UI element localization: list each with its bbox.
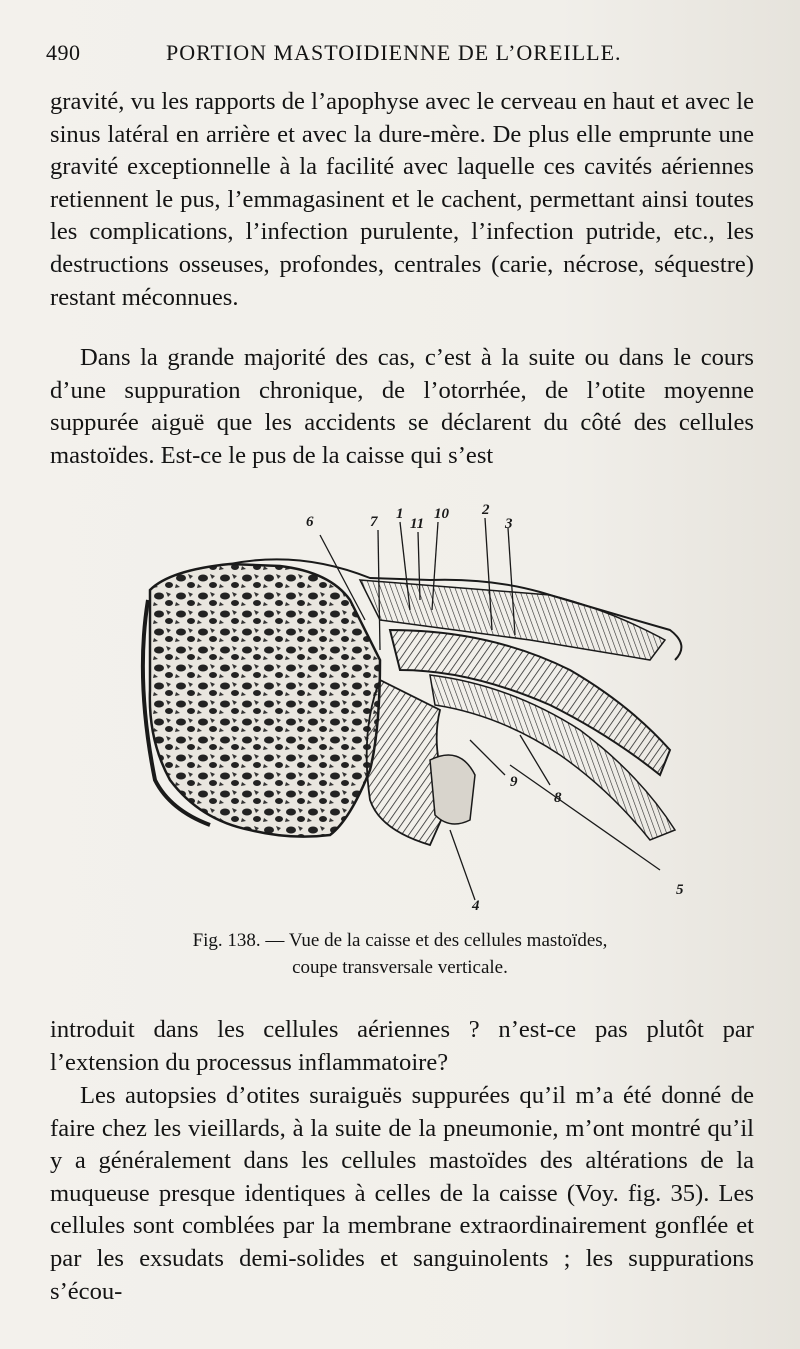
anatomical-figure (130, 500, 720, 920)
running-title: PORTION MASTOIDIENNE DE L’OREILLE. (166, 40, 622, 65)
figure-label-4: 4 (472, 898, 480, 914)
figure-label-10: 10 (434, 506, 449, 522)
figure-caption (0, 927, 800, 981)
caption-line-1: Fig. 138. — Vue de la caisse et des cellules mastoïdes, (192, 930, 608, 951)
figure-label-5: 5 (676, 882, 684, 898)
paragraph-2: Dans la grande majorité des cas, c’est à la suite ou dans le cours d’une suppuration chronique, de l’otorrhée, de l’otite moyenne suppurée aiguë que les accidents se déclarent du côté des cellules mastoïdes. Est-ce le pus de la caisse qui s’est (50, 344, 754, 469)
figure-label-9: 9 (510, 774, 518, 790)
figure-label-2: 2 (482, 502, 490, 518)
figure-illustration (130, 500, 720, 920)
page-number: 490 (46, 40, 81, 65)
figure-label-1: 1 (396, 506, 404, 522)
figure-label-11: 11 (410, 516, 425, 532)
paragraph-4: Les autopsies d’otites suraiguës suppurées qu’il m’a été donné de faire chez les vieillards, à la suite de la pneumonie, m’ont montré qu’il y a généralement dans les cellules mastoïdes des altérations de la muqueuse presque identiques à celles de la caisse (Voy. fig. 35). Les cellules sont comblées par la membrane extraordinairement gonflée et par les exsudats demi-solides et sanguinolents ; les suppurations s’écou- (50, 1082, 754, 1305)
caption-line-2: coupe transversale verticale. (292, 957, 508, 978)
paragraph-1: gravité, vu les rapports de l’apophyse avec le cerveau en haut et avec le sinus latéral en arrière et avec la dure-mère. De plus elle emprunte une gravité exceptionnelle à la facilité avec laquelle ces cavités aériennes retiennent le pus, l’emmagasinent et le cachent, permettant ainsi toutes les complications, l’infection purulente, l’infection putride, etc., les destructions osseuses, profondes, centrales (carie, nécrose, séquestre) restant méconnues. (50, 88, 754, 311)
figure-label-7: 7 (370, 514, 378, 530)
figure-label-6: 6 (306, 514, 314, 530)
mastoid-cells (150, 564, 380, 837)
figure-label-3: 3 (505, 516, 513, 532)
paragraph-3: introduit dans les cellules aériennes ? n’est-ce pas plutôt par l’extension du processus inflammatoire? (50, 1016, 754, 1076)
figure-label-8: 8 (554, 790, 562, 806)
